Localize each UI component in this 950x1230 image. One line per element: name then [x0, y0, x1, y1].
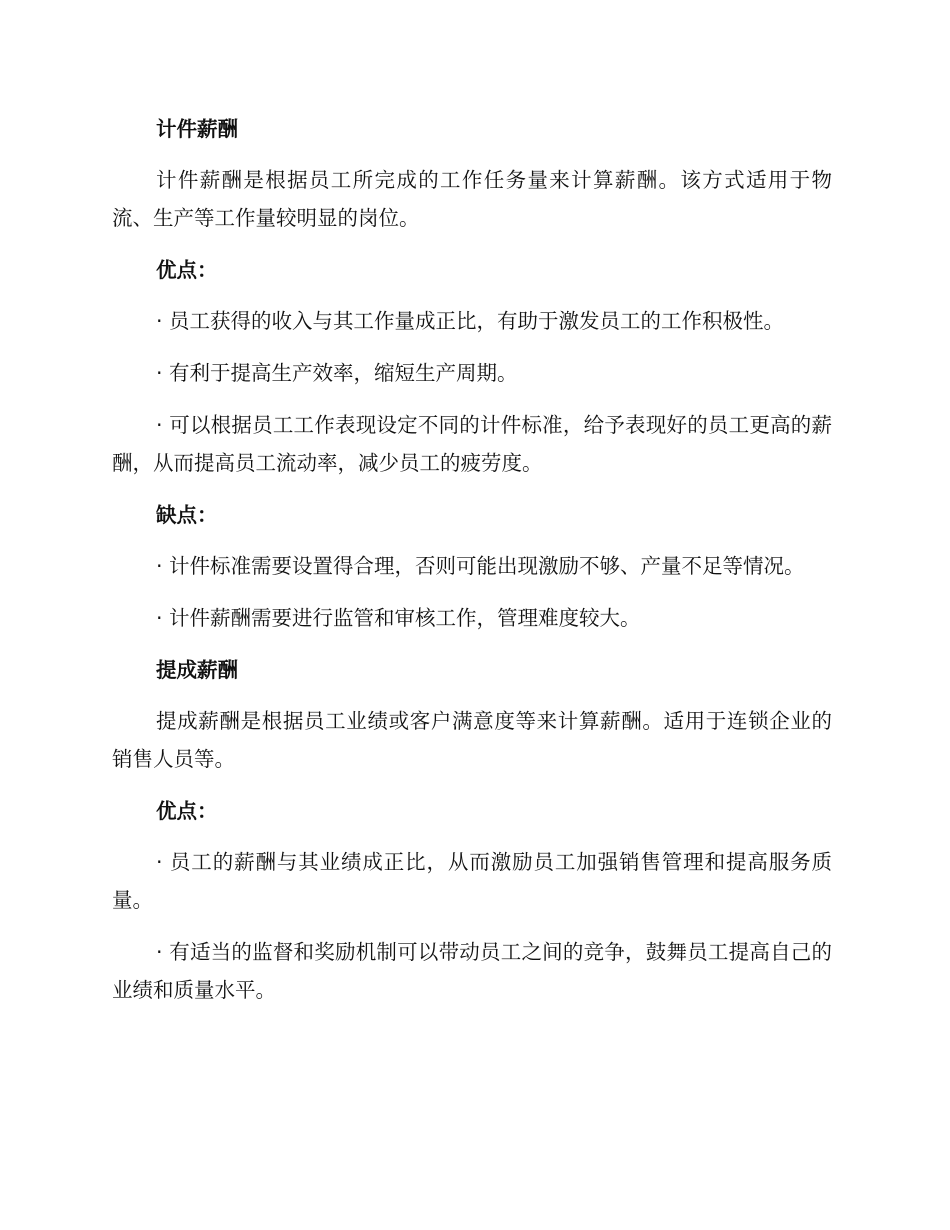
pros-label-commission: 优点：	[156, 799, 218, 823]
cons-item: · 计件薪酬需要进行监管和审核工作，管理难度较大。	[156, 606, 641, 630]
pros-label-piecework: 优点：	[156, 258, 218, 282]
cons-item: · 计件标准需要设置得合理，否则可能出现激励不够、产量不足等情况。	[156, 554, 805, 578]
section-intro-commission: 提成薪酬是根据员工业绩或客户满意度等来计算薪酬。适用于连锁企业的销售人员等。	[112, 709, 832, 771]
pros-item: · 员工的薪酬与其业绩成正比，从而激励员工加强销售管理和提高服务质量。	[112, 850, 832, 912]
cons-label-piecework: 缺点：	[156, 503, 218, 527]
pros-item: · 员工获得的收入与其工作量成正比，有助于激发员工的工作积极性。	[156, 309, 785, 333]
pros-item: · 有适当的监督和奖励机制可以带动员工之间的竞争，鼓舞员工提高自己的业绩和质量水平。	[112, 940, 832, 1002]
section-heading-commission: 提成薪酬	[156, 658, 238, 682]
document-page	[112, 110, 832, 1023]
section-heading-piecework: 计件薪酬	[156, 117, 238, 141]
pros-item: · 可以根据员工工作表现设定不同的计件标准，给予表现好的员工更高的薪酬，从而提高员工流动率，减少员工的疲劳度。	[112, 413, 832, 475]
section-intro-piecework: 计件薪酬是根据员工所完成的工作任务量来计算薪酬。该方式适用于物流、生产等工作量较明显的岗位。	[112, 168, 832, 230]
pros-item: · 有利于提高生产效率，缩短生产周期。	[156, 361, 518, 385]
